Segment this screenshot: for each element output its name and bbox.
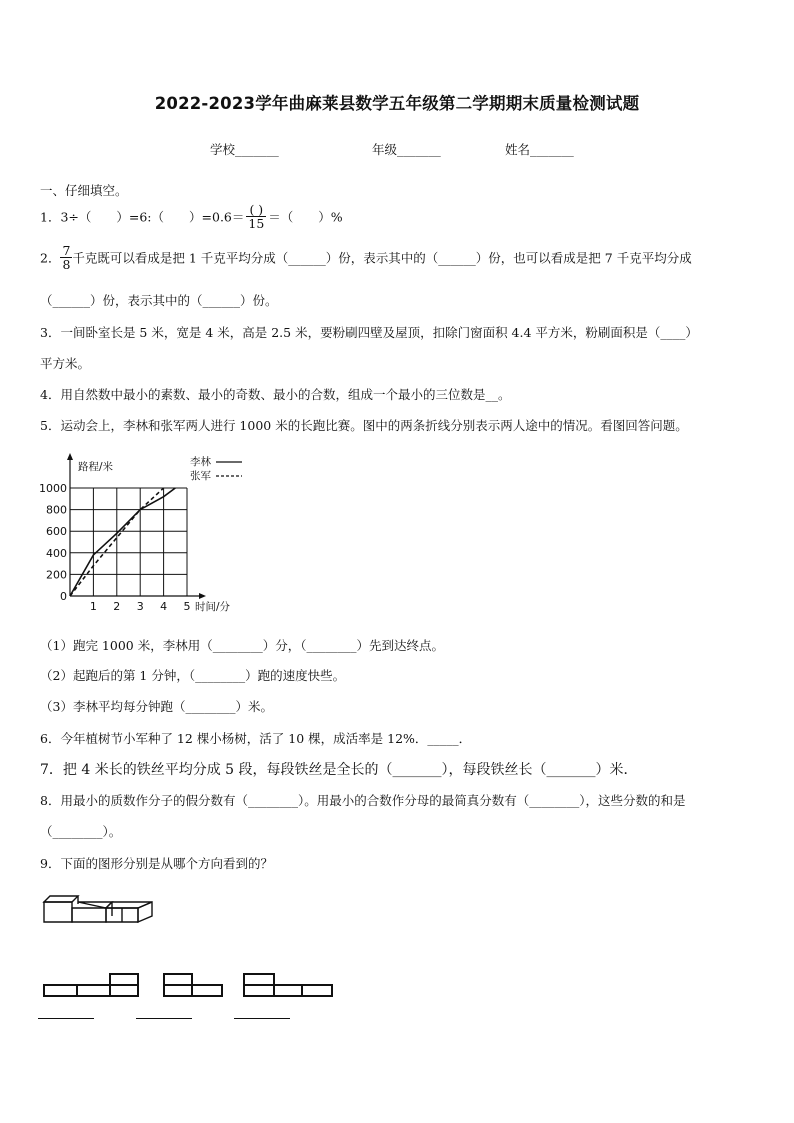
cube-solid-figure bbox=[40, 890, 160, 930]
x-tick-label: 4 bbox=[160, 600, 168, 613]
question-4: 4．用自然数中最小的素数、最小的奇数、最小的合数，组成一个最小的三位数是__。 bbox=[40, 387, 511, 402]
y-tick-label: 200 bbox=[46, 568, 67, 582]
y-tick-label: 800 bbox=[46, 503, 67, 517]
q2-line-1: 千克既可以看成是把 1 千克平均分成（______）份，表示其中的（______）份，也可以看成是把 7 千克平均分成 bbox=[72, 250, 692, 266]
view-figure-3 bbox=[240, 970, 340, 1000]
x-tick-label: 2 bbox=[113, 600, 121, 613]
chart-series bbox=[70, 488, 175, 596]
legend-label-1: 李林 bbox=[190, 456, 211, 468]
question-5: 5．运动会上，李林和张军两人进行 1000 米的长跑比赛。图中的两条折线分别表示两人途中的情况。看图回答问题。 bbox=[40, 418, 688, 433]
x-tick-label: 3 bbox=[136, 600, 144, 613]
q5-sub-1: （1）跑完 1000 米，李林用（________）分，（________）先到达终点。 bbox=[40, 638, 444, 653]
chart-grid bbox=[70, 488, 187, 596]
question-2 bbox=[40, 244, 692, 271]
q5-sub-3: （3）李林平均每分钟跑（________）米。 bbox=[40, 699, 273, 714]
y-axis-label: 路程/米 bbox=[78, 461, 114, 473]
grade-field: 年级_______ bbox=[372, 142, 441, 157]
legend-label-2: 张军 bbox=[190, 470, 211, 482]
distance-time-chart bbox=[36, 448, 266, 618]
question-1 bbox=[40, 203, 343, 230]
answer-blank-3[interactable] bbox=[234, 1018, 290, 1019]
q5-sub-2: （2）起跑后的第 1 分钟，（________）跑的速度快些。 bbox=[40, 668, 346, 683]
q2-line-2: （______）份，表示其中的（______）份。 bbox=[40, 293, 278, 308]
name-field: 姓名_______ bbox=[505, 142, 574, 157]
q8-line-1: 8．用最小的质数作分子的假分数有（________）。用最小的合数作分母的最简真分数有（________），这些分数的和是 bbox=[40, 793, 686, 808]
answer-blank-1[interactable] bbox=[38, 1018, 94, 1019]
q2-fraction-num: 7 bbox=[62, 243, 71, 258]
y-tick-label: 600 bbox=[46, 525, 67, 539]
school-field: 学校_______ bbox=[210, 142, 279, 157]
q1-text-pre: 1．3÷（ ）=6:（ ）=0.6＝ bbox=[40, 209, 245, 225]
x-axis-arrow bbox=[199, 593, 206, 599]
question-7: 7．把 4 米长的铁丝平均分成 5 段，每段铁丝是全长的（_______），每段铁丝长（_______）米． bbox=[40, 762, 638, 778]
q1-text-post: ＝（ ）% bbox=[268, 209, 343, 225]
section-heading: 一、仔细填空。 bbox=[40, 183, 128, 198]
series-line-1 bbox=[70, 488, 175, 596]
y-axis-arrow bbox=[67, 453, 73, 460]
question-9: 9．下面的图形分别是从哪个方向看到的？ bbox=[40, 856, 273, 871]
q8-line-2: （________）。 bbox=[40, 824, 122, 839]
answer-blank-2[interactable] bbox=[136, 1018, 192, 1019]
q1-fraction-den: 15 bbox=[248, 216, 265, 232]
y-tick-label: 1000 bbox=[39, 482, 67, 495]
y-tick-label: 0 bbox=[60, 590, 67, 603]
q2-number: 2． bbox=[40, 250, 61, 266]
q3-line-1: 3．一间卧室长是 5 米，宽是 4 米，高是 2.5 米，要粉刷四壁及屋顶，扣除门窗面积 4.4 平方米，粉刷面积是（____） bbox=[40, 325, 698, 340]
q2-fraction bbox=[60, 244, 72, 271]
view-figure-2 bbox=[160, 970, 230, 1000]
chart-legend bbox=[190, 455, 242, 482]
question-6: 6．今年植树节小军种了 12 棵小杨树，活了 10 棵，成活率是 12%．_____． bbox=[40, 731, 472, 746]
q3-line-2: 平方米。 bbox=[40, 356, 91, 371]
page-title: 2022-2023学年曲麻莱县数学五年级第二学期期末质量检测试题 bbox=[154, 94, 640, 113]
x-tick-label: 5 bbox=[183, 600, 191, 613]
x-axis-label: 时间/分 bbox=[195, 601, 231, 613]
x-tick-label: 1 bbox=[89, 600, 97, 613]
q1-fraction bbox=[246, 203, 266, 230]
chart-axes bbox=[67, 453, 206, 599]
y-tick-label: 400 bbox=[46, 546, 67, 560]
view-figure-1 bbox=[40, 970, 145, 1000]
q1-fraction-num: ( ) bbox=[246, 203, 266, 217]
q2-fraction-den: 8 bbox=[62, 257, 71, 273]
chart-labels bbox=[39, 460, 231, 613]
